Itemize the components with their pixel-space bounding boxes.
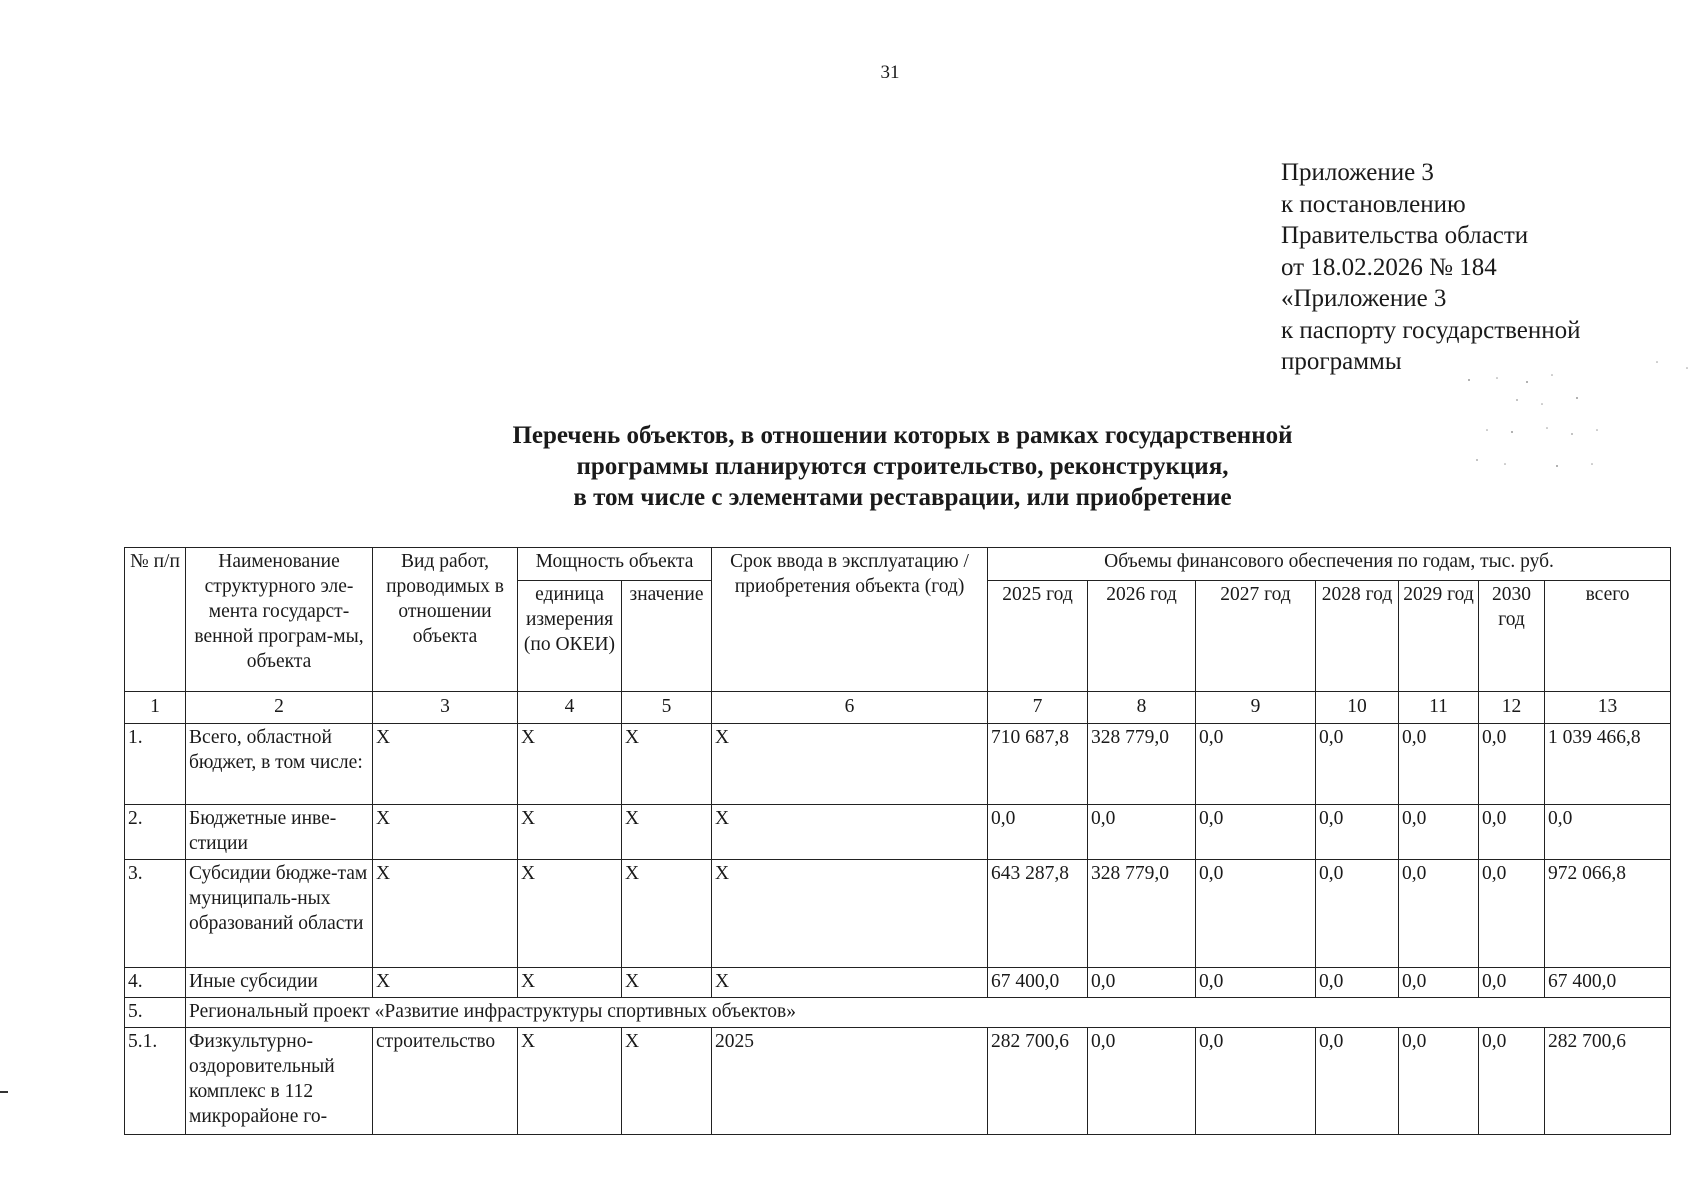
cell-2028: 0,0 <box>1316 805 1399 860</box>
cell-value: X <box>622 1028 712 1135</box>
appendix-line: программы <box>1281 348 1402 375</box>
cell-2027: 0,0 <box>1196 968 1316 998</box>
cell-2030: 0,0 <box>1479 724 1545 805</box>
header-year-2025: 2025 год <box>988 581 1088 692</box>
cell-deadline: X <box>712 968 988 998</box>
cell-2027: 0,0 <box>1196 805 1316 860</box>
cell-total: 972 066,8 <box>1545 860 1671 968</box>
page-number: 31 <box>880 62 900 83</box>
cell-deadline: X <box>712 805 988 860</box>
cell-2029: 0,0 <box>1399 805 1479 860</box>
header-work: Вид работ, проводимых в отношении объекта <box>373 548 518 692</box>
cell-2025: 643 287,8 <box>988 860 1088 968</box>
cell-work: строительство <box>373 1028 518 1135</box>
cell-work: X <box>373 968 518 998</box>
cell-unit: X <box>518 724 622 805</box>
cell-name: Бюджетные инве-стиции <box>186 805 373 860</box>
appendix-line: «Приложение 3 <box>1281 285 1447 312</box>
cell-2028: 0,0 <box>1316 724 1399 805</box>
cell-2027: 0,0 <box>1196 1028 1316 1135</box>
section-row <box>125 998 1671 1028</box>
cell-value: X <box>622 968 712 998</box>
cell-num: 1. <box>125 724 186 805</box>
column-number: 8 <box>1088 692 1196 724</box>
cell-num: 5.1. <box>125 1028 186 1135</box>
cell-2025: 282 700,6 <box>988 1028 1088 1135</box>
title-line: Перечень объектов, в отношении которых в рамках государственной <box>512 422 1293 449</box>
header-deadline: Срок ввода в эксплуатацию / приобретения объекта (год) <box>712 548 988 692</box>
cell-2030: 0,0 <box>1479 805 1545 860</box>
cell-2027: 0,0 <box>1196 860 1316 968</box>
column-number: 1 <box>125 692 186 724</box>
title-line: программы планируются строительство, реконструкция, <box>576 453 1229 480</box>
cell-value: X <box>622 805 712 860</box>
column-number: 2 <box>186 692 373 724</box>
cell-num: 4. <box>125 968 186 998</box>
cell-2025: 0,0 <box>988 805 1088 860</box>
cell-2025: 710 687,8 <box>988 724 1088 805</box>
document-title <box>330 420 1475 513</box>
column-number: 9 <box>1196 692 1316 724</box>
cell-num: 3. <box>125 860 186 968</box>
cell-2029: 0,0 <box>1399 968 1479 998</box>
cell-2028: 0,0 <box>1316 1028 1399 1135</box>
cell-2029: 0,0 <box>1399 1028 1479 1135</box>
column-number: 6 <box>712 692 988 724</box>
cell-2025: 67 400,0 <box>988 968 1088 998</box>
cell-2026: 328 779,0 <box>1088 724 1196 805</box>
cell-2027: 0,0 <box>1196 724 1316 805</box>
cell-deadline: 2025 <box>712 1028 988 1135</box>
cell-unit: X <box>518 1028 622 1135</box>
table-row <box>125 1028 1671 1135</box>
column-number: 3 <box>373 692 518 724</box>
appendix-line: Приложение 3 <box>1281 159 1434 186</box>
cell-2028: 0,0 <box>1316 860 1399 968</box>
cell-2030: 0,0 <box>1479 1028 1545 1135</box>
section-title: Региональный проект «Развитие инфраструктуры спортивных объектов» <box>186 998 1671 1028</box>
column-number: 10 <box>1316 692 1399 724</box>
cell-unit: X <box>518 860 622 968</box>
cell-2026: 0,0 <box>1088 968 1196 998</box>
table-row <box>125 860 1671 968</box>
table-row <box>125 805 1671 860</box>
cell-work: X <box>373 860 518 968</box>
header-name: Наименование структурного эле-мента государст-венной програм-мы, объекта <box>186 548 373 692</box>
cell-name: Всего, областной бюджет, в том числе: <box>186 724 373 805</box>
table-row <box>125 968 1671 998</box>
column-number: 4 <box>518 692 622 724</box>
cell-2029: 0,0 <box>1399 724 1479 805</box>
cell-name: Физкультурно-оздоровительный комплекс в 112 микрорайоне го- <box>186 1028 373 1135</box>
cell-num: 2. <box>125 805 186 860</box>
header-year-2027: 2027 год <box>1196 581 1316 692</box>
cell-work: X <box>373 724 518 805</box>
cell-total: 67 400,0 <box>1545 968 1671 998</box>
column-number: 13 <box>1545 692 1671 724</box>
header-total: всего <box>1545 581 1671 692</box>
appendix-line: Правительства области <box>1281 222 1529 249</box>
column-number-row <box>125 692 1671 724</box>
cell-work: X <box>373 805 518 860</box>
cell-2026: 328 779,0 <box>1088 860 1196 968</box>
appendix-line: от 18.02.2026 № 184 <box>1281 253 1497 281</box>
appendix-line: к паспорту государственной <box>1281 316 1581 344</box>
cell-2030: 0,0 <box>1479 860 1545 968</box>
column-number: 5 <box>622 692 712 724</box>
header-capacity: Мощность объекта <box>518 548 712 581</box>
header-year-2030: 2030 год <box>1479 581 1545 692</box>
table-row <box>125 724 1671 805</box>
cell-unit: X <box>518 968 622 998</box>
header-row <box>125 548 1671 581</box>
cell-2026: 0,0 <box>1088 805 1196 860</box>
scan-noise <box>1457 360 1697 510</box>
cell-2029: 0,0 <box>1399 860 1479 968</box>
column-number: 12 <box>1479 692 1545 724</box>
header-unit: единица измерения (по ОКЕИ) <box>518 581 622 692</box>
cell-unit: X <box>518 805 622 860</box>
cell-deadline: X <box>712 724 988 805</box>
cell-deadline: X <box>712 860 988 968</box>
header-year-2029: 2029 год <box>1399 581 1479 692</box>
column-number: 11 <box>1399 692 1479 724</box>
cell-name: Иные субсидии <box>186 968 373 998</box>
title-line: в том числе с элементами реставрации, или приобретение <box>573 484 1232 511</box>
header-num: № п/п <box>125 548 186 692</box>
header-year-2028: 2028 год <box>1316 581 1399 692</box>
objects-table <box>124 547 1671 1135</box>
appendix-line: к постановлению <box>1281 190 1466 218</box>
cell-2030: 0,0 <box>1479 968 1545 998</box>
cell-name: Субсидии бюдже-там муниципаль-ных образований области <box>186 860 373 968</box>
cell-total: 1 039 466,8 <box>1545 724 1671 805</box>
cell-total: 0,0 <box>1545 805 1671 860</box>
cell-2028: 0,0 <box>1316 968 1399 998</box>
cell-value: X <box>622 724 712 805</box>
appendix-header <box>1281 157 1681 378</box>
cell-value: X <box>622 860 712 968</box>
header-year-2026: 2026 год <box>1088 581 1196 692</box>
header-funding: Объемы финансового обеспечения по годам, тыс. руб. <box>988 548 1671 581</box>
cell-2026: 0,0 <box>1088 1028 1196 1135</box>
column-number: 7 <box>988 692 1088 724</box>
header-value: значение <box>622 581 712 692</box>
scan-edge-mark <box>0 1091 8 1093</box>
cell-num: 5. <box>125 998 186 1028</box>
cell-total: 282 700,6 <box>1545 1028 1671 1135</box>
